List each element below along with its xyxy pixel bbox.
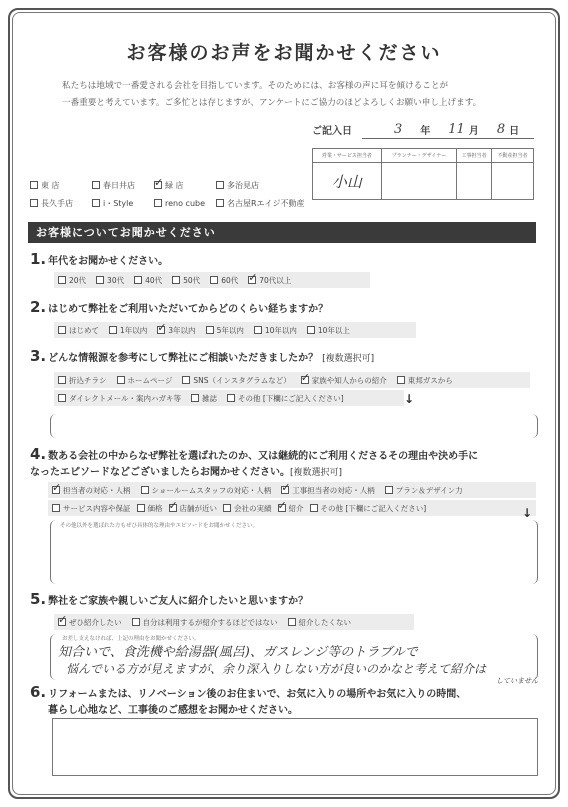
age-option[interactable] <box>172 275 200 286</box>
q3-options-row2 <box>54 390 404 406</box>
reason-option[interactable] <box>137 503 163 514</box>
option-label: 10年以内 <box>264 325 297 335</box>
source-option[interactable] <box>397 375 453 386</box>
duration-option[interactable] <box>307 325 350 336</box>
question-text-line1: 数ある会社の中からなぜ弊社を選ばれたのか、又は継続的にご利用くださるその理由や決め手に <box>48 451 479 462</box>
checkbox[interactable] <box>117 376 125 384</box>
option-label: 1年以内 <box>120 325 148 335</box>
question-text: はじめて弊社をご利用いただいてからどのくらい経ちますか？ <box>48 304 329 315</box>
page-title: お客様のお声をお聞かせください <box>126 42 442 64</box>
staff-header-sales: 営業・サービス担当者 <box>313 149 382 163</box>
option-label: サービス内容や保証 <box>63 503 131 513</box>
checkbox[interactable] <box>141 486 149 494</box>
age-option[interactable] <box>248 275 291 286</box>
checkbox[interactable] <box>132 618 140 626</box>
checkbox[interactable] <box>216 199 224 207</box>
checkbox[interactable] <box>227 394 235 402</box>
checkbox[interactable] <box>216 181 224 189</box>
option-label: 雑誌 <box>201 393 217 403</box>
option-label: 30代 <box>107 275 125 285</box>
checkbox[interactable] <box>52 504 60 512</box>
option-label: 10年以上 <box>317 325 350 335</box>
checkbox[interactable] <box>307 326 315 334</box>
store-option[interactable] <box>216 198 305 209</box>
staff-table <box>312 148 534 200</box>
store-option[interactable] <box>216 180 278 191</box>
q2-options <box>54 322 416 338</box>
store-row <box>30 194 305 212</box>
option-label: その他 [下欄にご記入ください] <box>237 393 344 403</box>
checkbox[interactable] <box>58 376 66 384</box>
question-number: 4. <box>30 445 47 463</box>
option-label: ショールームスタッフの対応・人柄 <box>151 485 272 495</box>
checkbox[interactable] <box>223 504 231 512</box>
q4-note: その他以外を選ばれた方もぜひ具体的な理由やエピソードをお聞かせください。 <box>60 523 259 529</box>
date-label: ご記入日 <box>312 126 352 137</box>
checkbox[interactable] <box>92 199 100 207</box>
q6-comment-field[interactable] <box>52 718 538 776</box>
q5-options <box>54 614 414 630</box>
q5-comment-line2: 悩んでいる方が見えますが、余り深入りしない方が良いのかなと考えて紹介は <box>66 662 487 676</box>
down-arrow-icon: ↓ <box>404 392 415 406</box>
checkbox[interactable] <box>30 199 38 207</box>
checkbox[interactable] <box>58 276 66 284</box>
option-label: 60代 <box>221 275 239 285</box>
staff-value-sales[interactable]: 小山 <box>313 163 382 200</box>
question-text: 年代をお聞かせください。 <box>48 256 169 267</box>
staff-value-realestate[interactable] <box>492 163 534 200</box>
store-label: 多治見店 <box>227 180 259 190</box>
q4-options-row2 <box>48 500 536 516</box>
q5-note: お差し支えなければ、上記の理由をお聞かせください。 <box>62 636 200 642</box>
question-5 <box>30 590 308 608</box>
staff-value-construction[interactable] <box>456 163 491 200</box>
option-label: 自分は利用するが紹介するほどではない <box>142 617 278 627</box>
store-label: 東 店 <box>41 180 60 190</box>
question-text: 弊社をご家族や親しいご友人に紹介したいと思いますか？ <box>48 596 309 607</box>
store-label: reno cube <box>165 198 206 208</box>
checkbox[interactable] <box>134 276 142 284</box>
age-option[interactable] <box>210 275 238 286</box>
option-label: その他 [下欄にご記入ください] <box>320 503 427 513</box>
checkbox[interactable] <box>281 486 289 494</box>
store-option[interactable] <box>92 180 154 191</box>
duration-option[interactable] <box>58 325 99 336</box>
question-4 <box>30 446 478 481</box>
option-label: 価格 <box>147 503 163 513</box>
store-option[interactable] <box>30 198 92 209</box>
store-label: 名古屋Rエイジ不動産 <box>227 198 305 208</box>
question-text-line1: リフォームまたは、リノベーション後のお住まいで、お気に入りの場所やお気に入りの時間、 <box>48 689 467 700</box>
age-option[interactable] <box>58 275 86 286</box>
checkbox[interactable] <box>254 326 262 334</box>
intro-line-2: 一番重要と考えています。ご多忙とは存じますが、アンケートにご協力のほどよろしくお願い申し上げます。 <box>62 98 482 108</box>
date-month-unit: 月 <box>468 126 479 137</box>
intro-text <box>62 78 522 112</box>
section-header: お客様についてお聞かせください <box>28 222 536 243</box>
option-label: 工事担当者の対応・人柄 <box>292 485 375 495</box>
checkbox[interactable] <box>172 276 180 284</box>
staff-header-planner: プランナー・デザイナー <box>381 149 456 163</box>
checkbox[interactable] <box>154 199 162 207</box>
question-number: 5. <box>30 590 47 608</box>
checkbox[interactable] <box>157 326 165 334</box>
source-option[interactable] <box>191 393 217 404</box>
option-label: 70代以上 <box>259 275 292 285</box>
question-6 <box>30 684 466 719</box>
checkbox[interactable] <box>206 326 214 334</box>
option-label: ぜひ紹介したい <box>69 617 122 627</box>
question-2 <box>30 298 328 316</box>
store-option[interactable] <box>30 180 92 191</box>
checkbox[interactable] <box>52 486 60 494</box>
option-label: 20代 <box>69 275 87 285</box>
source-option[interactable] <box>58 393 181 404</box>
question-text-line2: 暮らし心地など、工事後のご感想をお聞かせください。 <box>48 705 298 716</box>
checkbox[interactable] <box>397 376 405 384</box>
q5-comment-line1: 知合いで、食洗機や給湯器(風呂)、ガスレンジ等のトラブルで <box>58 645 418 660</box>
checkbox[interactable] <box>310 504 318 512</box>
question-number: 3. <box>30 347 47 365</box>
store-label: 春日井店 <box>103 180 135 190</box>
checkbox[interactable] <box>58 326 66 334</box>
checkbox[interactable] <box>137 504 145 512</box>
staff-header-realestate: 不動産担当者 <box>492 149 534 163</box>
date-day-unit: 日 <box>509 126 520 137</box>
q4-comment-field[interactable] <box>50 520 538 584</box>
duration-option[interactable] <box>157 325 195 336</box>
date-day-value[interactable]: 8 <box>496 122 506 137</box>
question-text: どんな情報源を参考にして弊社にご相談いただきましたか？ <box>48 353 319 364</box>
question-1 <box>30 250 168 268</box>
checkbox[interactable] <box>288 618 296 626</box>
recommend-option[interactable] <box>288 617 352 628</box>
source-option[interactable] <box>58 375 107 386</box>
checkbox[interactable] <box>30 181 38 189</box>
checkbox[interactable] <box>301 376 309 384</box>
reason-option[interactable] <box>52 485 131 496</box>
option-label: はじめて <box>69 325 99 335</box>
option-label: 紹介したくない <box>298 617 351 627</box>
checkbox[interactable] <box>109 326 117 334</box>
reason-option[interactable] <box>281 485 375 496</box>
q3-options-row1 <box>54 372 530 388</box>
down-arrow-icon: ↓ <box>522 506 533 520</box>
option-label: 5年以内 <box>216 325 244 335</box>
duration-option[interactable] <box>254 325 297 336</box>
checkbox[interactable] <box>191 394 199 402</box>
duration-option[interactable] <box>206 325 244 336</box>
date-year-unit: 年 <box>420 126 431 137</box>
recommend-option[interactable] <box>132 617 278 628</box>
store-selection <box>30 176 305 212</box>
reason-option[interactable] <box>52 503 131 514</box>
age-option[interactable] <box>96 275 124 286</box>
source-option[interactable] <box>117 375 173 386</box>
source-option[interactable] <box>182 375 290 386</box>
duration-option[interactable] <box>109 325 147 336</box>
q3-comment-field[interactable] <box>50 414 538 438</box>
checkbox[interactable] <box>92 181 100 189</box>
option-label: 40代 <box>145 275 163 285</box>
checkbox[interactable] <box>248 276 256 284</box>
option-label: ホームページ <box>127 375 173 385</box>
option-label: 紹介 <box>288 503 304 513</box>
store-option[interactable] <box>154 199 216 208</box>
option-label: 東邦ガスから <box>407 375 453 385</box>
recommend-option[interactable] <box>58 617 122 628</box>
reason-option[interactable] <box>169 503 218 514</box>
option-label: プラン＆デザイン力 <box>395 485 463 495</box>
date-year-value[interactable]: 3 <box>394 122 403 137</box>
store-label: 緑 店 <box>165 180 184 190</box>
date-underline <box>362 138 534 139</box>
age-option[interactable] <box>134 275 162 286</box>
staff-value-planner[interactable] <box>381 163 456 200</box>
option-label: 担当者の対応・人柄 <box>63 485 131 495</box>
store-label: i・Style <box>103 198 134 208</box>
option-label: 50代 <box>183 275 201 285</box>
reason-option[interactable] <box>310 503 427 514</box>
option-label: ダイレクトメール・案内ハガキ等 <box>69 393 181 403</box>
question-number: 2. <box>30 298 47 316</box>
question-number: 1. <box>30 250 47 268</box>
store-option[interactable] <box>92 198 154 209</box>
option-label: 3年以内 <box>168 325 196 335</box>
q4-options-row1 <box>48 482 536 498</box>
checkbox[interactable] <box>182 376 190 384</box>
checkbox[interactable] <box>210 276 218 284</box>
option-label: 折込チラシ <box>69 375 107 385</box>
multi-select-tag: [複数選択可] <box>322 354 375 364</box>
option-label: 家族や知人からの紹介 <box>311 375 387 385</box>
store-label: 長久手店 <box>41 198 73 208</box>
source-option[interactable] <box>301 375 387 386</box>
intro-line-1: 私たちは地域で一番愛される会社を目指しています。そのためには、お客様の声に耳を傾けることが <box>62 81 449 91</box>
question-3 <box>30 347 374 365</box>
store-option[interactable] <box>154 180 216 191</box>
q1-options <box>54 272 370 288</box>
option-label: SNS（インスタグラムなど） <box>193 375 291 385</box>
date-row <box>312 122 519 137</box>
source-option[interactable] <box>227 393 344 404</box>
option-label: 店舗が近い <box>179 503 217 513</box>
checkbox[interactable] <box>169 504 177 512</box>
multi-select-tag: [複数選択可] <box>290 468 343 478</box>
reason-option[interactable] <box>223 503 272 514</box>
checkbox[interactable] <box>278 504 286 512</box>
staff-header-construction: 工事担当者 <box>456 149 491 163</box>
q5-comment-line3: していません <box>496 677 538 685</box>
checkbox[interactable] <box>96 276 104 284</box>
checkbox[interactable] <box>58 394 66 402</box>
question-text-line2: なったエピソードなどございましたらお聞かせください。 <box>30 467 290 478</box>
date-month-value[interactable]: 11 <box>448 122 465 137</box>
checkbox[interactable] <box>154 181 162 189</box>
checkbox[interactable] <box>385 486 393 494</box>
reason-option[interactable] <box>141 485 272 496</box>
store-row <box>30 176 278 194</box>
question-number: 6. <box>30 683 47 701</box>
option-label: 会社の実績 <box>234 503 272 513</box>
checkbox[interactable] <box>58 618 66 626</box>
reason-option[interactable] <box>385 485 463 496</box>
reason-option[interactable] <box>278 503 304 514</box>
